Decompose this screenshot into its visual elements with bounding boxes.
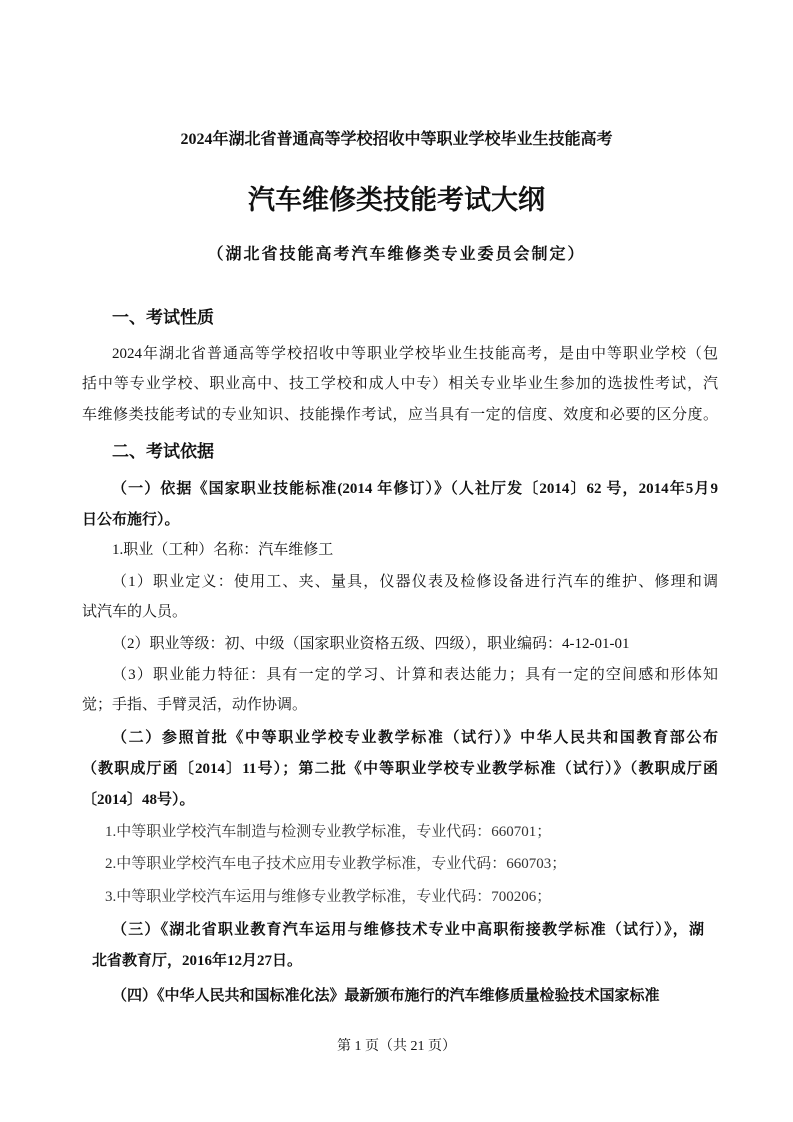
subtitle: （湖北省技能高考汽车维修类专业委员会制定） bbox=[207, 246, 586, 263]
section-heading-basis: 二、考试依据 bbox=[112, 442, 214, 461]
occupation-definition: （1）职业定义：使用工、夹、量具，仪器仪表及检修设备进行汽车的维护、修理和调 bbox=[112, 574, 718, 590]
occupation-name: 1.职业（工种）名称：汽车维修工 bbox=[112, 542, 334, 558]
standard-item: 2.中等职业学校汽车电子技术应用专业教学标准，专业代码：660703； bbox=[105, 856, 567, 872]
standard-item: 1.中等职业学校汽车制造与检测专业教学标准，专业代码：660701； bbox=[105, 824, 552, 840]
title-line-1: 2024年湖北省普通高等学校招收中等职业学校毕业生技能高考 bbox=[180, 131, 613, 148]
page-title: 汽车维修类技能考试大纲 bbox=[248, 185, 545, 215]
occupation-ability-cont: 觉；手指、手臂灵活，动作协调。 bbox=[82, 697, 308, 713]
section-heading-nature: 一、考试性质 bbox=[112, 308, 214, 327]
paragraph-line: 2024年湖北省普通高等学校招收中等职业学校毕业生技能高考，是由中等职业学校（包 bbox=[112, 346, 718, 362]
basis-2-cont: （教职成厅函〔2014〕11号）；第二批《中等职业学校专业教学标准（试行）》（教职成厅函 bbox=[82, 761, 718, 777]
basis-2: （二）参照首批《中等职业学校专业教学标准（试行）》中华人民共和国教育部公布 bbox=[112, 730, 718, 746]
basis-3-cont: 北省教育厅，2016年12月27日。 bbox=[92, 953, 303, 969]
basis-3: （三）《湖北省职业教育汽车运用与维修技术专业中高职衔接教学标准（试行）》，湖 bbox=[112, 922, 704, 938]
occupation-level: （2）职业等级：初、中级（国家职业资格五级、四级），职业编码：4-12-01-01 bbox=[112, 636, 630, 652]
occupation-definition-cont: 试汽车的人员。 bbox=[82, 604, 188, 620]
paragraph-line: 括中等专业学校、职业高中、技工学校和成人中专）相关专业毕业生参加的选拔性考试，汽 bbox=[82, 376, 718, 392]
basis-1: （一）依据《国家职业技能标准(2014 年修订）》（人社厅发〔2014〕62 号，2014年5月9 bbox=[112, 481, 718, 497]
occupation-ability: （3）职业能力特征：具有一定的学习、计算和表达能力；具有一定的空间感和形体知 bbox=[112, 667, 718, 683]
basis-4: （四）《中华人民共和国标准化法》最新颁布施行的汽车维修质量检验技术国家标准 bbox=[112, 988, 660, 1004]
basis-2-end: 〔2014〕48号）。 bbox=[82, 792, 195, 808]
basis-1-cont: 日公布施行）。 bbox=[82, 512, 180, 528]
paragraph-line: 车维修类技能考试的专业知识、技能操作考试，应当具有一定的信度、效度和必要的区分度。 bbox=[82, 407, 718, 423]
page-number: 第 1 页（共 21 页） bbox=[337, 1039, 456, 1054]
standard-item: 3.中等职业学校汽车运用与维修专业教学标准，专业代码：700206； bbox=[105, 889, 552, 905]
